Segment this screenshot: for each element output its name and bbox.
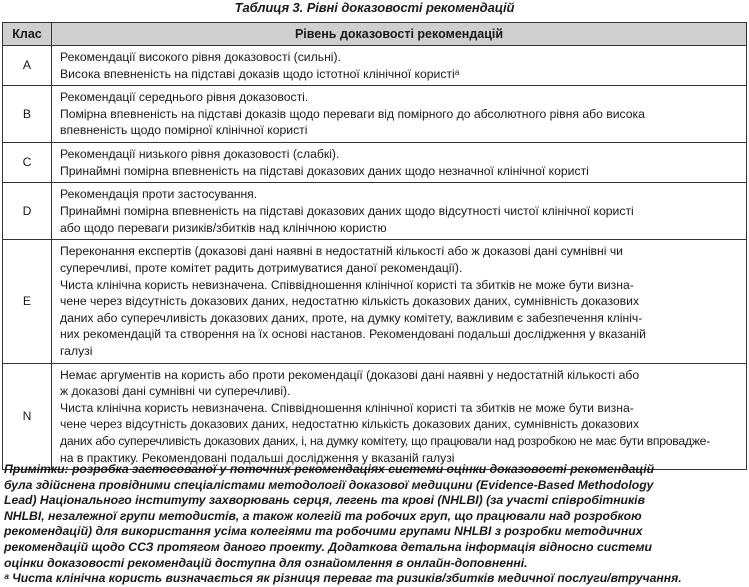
description-line: Рекомендації середнього рівня доказовості. — [60, 90, 309, 105]
description-line: Рекомендації низького рівня доказовості (слабкі). — [60, 147, 340, 162]
description-line: ж доказові дані сумнівні чи суперечливі). — [60, 384, 291, 399]
class-cell: B — [3, 86, 52, 143]
description-line: даних або суперечливість доказових даних, і, на думку комітету, що працювали над розробкою не має бути впровадже- — [60, 433, 711, 448]
description-line: галузі — [60, 343, 93, 358]
footnote-line: ᵃ Чиста клінічна користь визначається як різниця переваг та ризиків/збитків медичної послуги/втручання. — [4, 571, 682, 586]
description-line: Переконання експертів (доказові дані наявні в недостатній кількості або ж доказові дані сумнівні чи — [60, 244, 623, 259]
description-line: даних або суперечливість доказових даних, проте, на думку комітету, важливим є забезпечення клініч- — [60, 310, 643, 325]
class-cell: N — [3, 363, 52, 470]
description-line: Принаймні помірна впевненість на підставі доказових даних щодо відсутності чистої клінічної користі — [60, 204, 634, 219]
description-line: Принаймні помірна впевненість на підставі доказових даних щодо незначної клінічної користі — [60, 163, 589, 178]
description-line: на в практику. Рекомендовані подальші дослідження у вказаній галузі — [60, 450, 455, 465]
description-line: Чиста клінічна користь невизначена. Співвідношення клінічної користі та збитків не може бути визна- — [60, 400, 634, 415]
table-header-row — [3, 23, 747, 46]
description-line: Рекомендації високого рівня доказовості (сильні). — [60, 50, 341, 64]
description-line: чене через відсутність доказових даних, недостатню кількість доказових даних, сумнівність доказових — [60, 294, 640, 309]
description-cell — [52, 363, 747, 470]
description-cell — [52, 143, 747, 183]
note-line: була здійснена провідними спеціалістами методології доказової медицини (Evidence-Based Methodology — [4, 477, 654, 492]
description-cell — [52, 46, 747, 86]
class-cell: C — [3, 143, 52, 183]
class-cell: A — [3, 46, 52, 86]
description-line: Немає аргументів на користь або проти рекомендації (доказові дані наявні у недостатній кількості або — [60, 367, 640, 382]
description-line: або щодо переваги ризиків/збитків над клінічною користю — [60, 220, 387, 235]
description-line: Помірна впевненість на підставі доказів щодо переваги від помірного до абсолютного рівня або висока — [60, 106, 645, 121]
description-line: Рекомендація проти застосування. — [60, 187, 258, 202]
description-cell — [52, 86, 747, 143]
note-line: NHLBI, незалежної групи методистів, а також колегій та робочих груп, що працювали над розробкою — [4, 508, 642, 523]
description-line: чене через відсутність доказових даних, недостатню кількість доказових даних, сумнівність доказових — [60, 417, 640, 432]
description-line: суперечливі, проте комітет радить дотримуватися даної рекомендації). — [60, 260, 463, 275]
description-cell — [52, 183, 747, 240]
description-line: Висока впевненість на підставі доказів щодо істотної клінічної користіᵃ — [60, 66, 460, 81]
column-header-class: Клас — [3, 23, 52, 46]
evidence-levels-table — [2, 22, 747, 470]
description-cell — [52, 240, 747, 363]
description-line: них рекомендацій та створення на їх основі настанов. Рекомендовані подальші дослідження у вказаній — [60, 327, 646, 342]
note-line: Lead) Національного інституту захворювань серця, легень та крові (NHLBI) (за участі співробітників — [4, 493, 645, 508]
table-row — [3, 363, 747, 470]
class-cell: E — [3, 240, 52, 363]
table-row — [3, 240, 747, 363]
note-line: рекомендацій щодо ССЗ протягом даного проекту. Додаткова детальна інформація відносно системи — [4, 539, 652, 554]
table-row — [3, 183, 747, 240]
description-line: впевненість щодо помірної клінічної користі — [60, 123, 308, 138]
description-line: Чиста клінічна користь невизначена. Співвідношення клінічної користі та збитків не може бути визна- — [60, 277, 634, 292]
table-title: Таблиця 3. Рівні доказовості рекомендацій — [234, 0, 515, 15]
note-line: оцінки доказовості рекомендацій доступна для ознайомлення в онлайн-доповненні. — [4, 555, 528, 570]
table-row — [3, 143, 747, 183]
table-row — [3, 46, 747, 86]
column-header-level: Рівень доказовості рекомендацій — [52, 23, 747, 46]
table-row — [3, 86, 747, 143]
table-notes — [4, 462, 747, 587]
note-line: рекомендацій) для використання усіма колегіями та робочими групами NHLBI з розробки методичних — [4, 524, 643, 539]
note-line: Примітки: розробка застосованої у поточних рекомендаціях системи оцінки доказовості рекомендацій — [4, 462, 655, 476]
class-cell: D — [3, 183, 52, 240]
